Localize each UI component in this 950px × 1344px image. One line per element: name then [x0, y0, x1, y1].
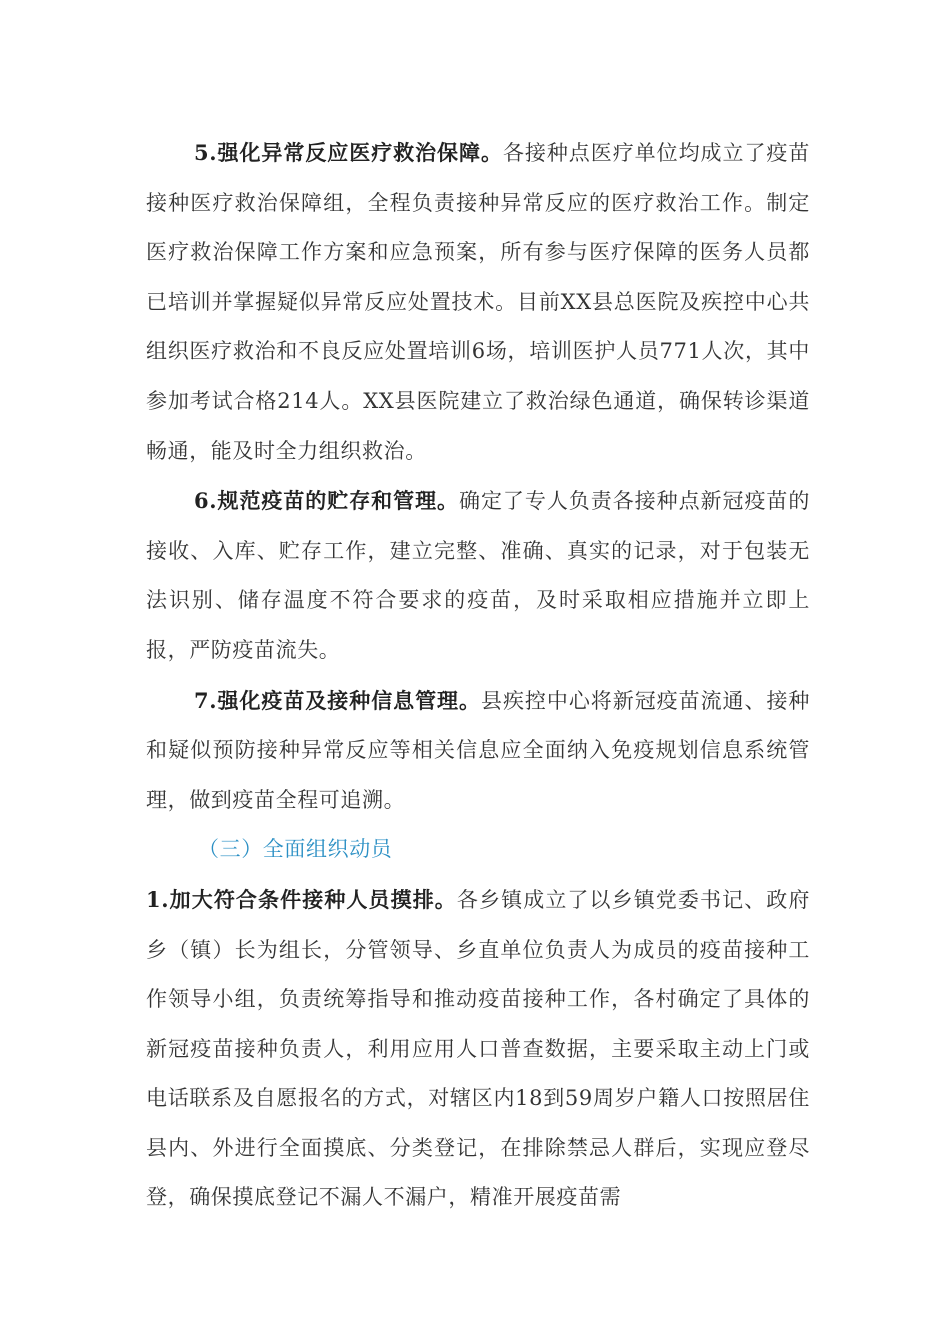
section-heading: （三）全面组织动员: [198, 837, 393, 862]
document-body: [146, 128, 810, 1223]
paragraph-lead: 6.规范疫苗的贮存和管理。: [194, 488, 460, 514]
paragraph-text: 各乡镇成立了以乡镇党委书记、政府乡（镇）长为组长，分管领导、乡直单位负责人为成员的疫苗接种工作领导小组，负责统筹指导和推动疫苗接种工作，各村确定了具体的新冠疫苗接种负责人，利用应用人口普查数据，主要采取主动上门或电话联系及自愿报名的方式，对辖区内18到59周岁户籍人口按照居住县内、外进行全面摸底、分类登记，在排除禁忌人群后，实现应登尽登，确保摸底登记不漏人不漏户，精准开展疫苗需: [146, 887, 811, 1210]
paragraph-text: 县疾控中心将新冠疫苗流通、接种和疑似预防接种异常反应等相关信息应全面纳入免疫规划信息系统管理，做到疫苗全程可追溯。: [146, 688, 810, 812]
paragraph-medical-treatment: [146, 128, 810, 476]
paragraph-text: 各接种点医疗单位均成立了疫苗接种医疗救治保障组，全程负责接种异常反应的医疗救治工作。制定医疗救治保障工作方案和应急预案，所有参与医疗保障的医务人员都已培训并掌握疑似异常反应处置技术。目前XX县总医院及疾控中心共组织医疗救治和不良反应处置培训6场，培训医护人员771人次，其中参加考试合格214人。XX县医院建立了救治绿色通道，确保转诊渠道畅通，能及时全力组织救治。: [146, 141, 810, 463]
paragraph-text: 确定了专人负责各接种点新冠疫苗的接收、入库、贮存工作，建立完整、准确、真实的记录，对于包装无法识别、储存温度不符合要求的疫苗，及时采取相应措施并立即上报，严防疫苗流失。: [146, 489, 810, 662]
paragraph-lead: 7.强化疫苗及接种信息管理。: [194, 687, 481, 713]
paragraph-vaccine-storage: [146, 476, 810, 675]
paragraph-lead: 5.强化异常反应医疗救治保障。: [194, 140, 503, 165]
paragraph-personnel-survey: [146, 875, 810, 1223]
paragraph-lead: 1.加大符合条件接种人员摸排。: [146, 886, 457, 912]
paragraph-info-management: [146, 676, 810, 826]
